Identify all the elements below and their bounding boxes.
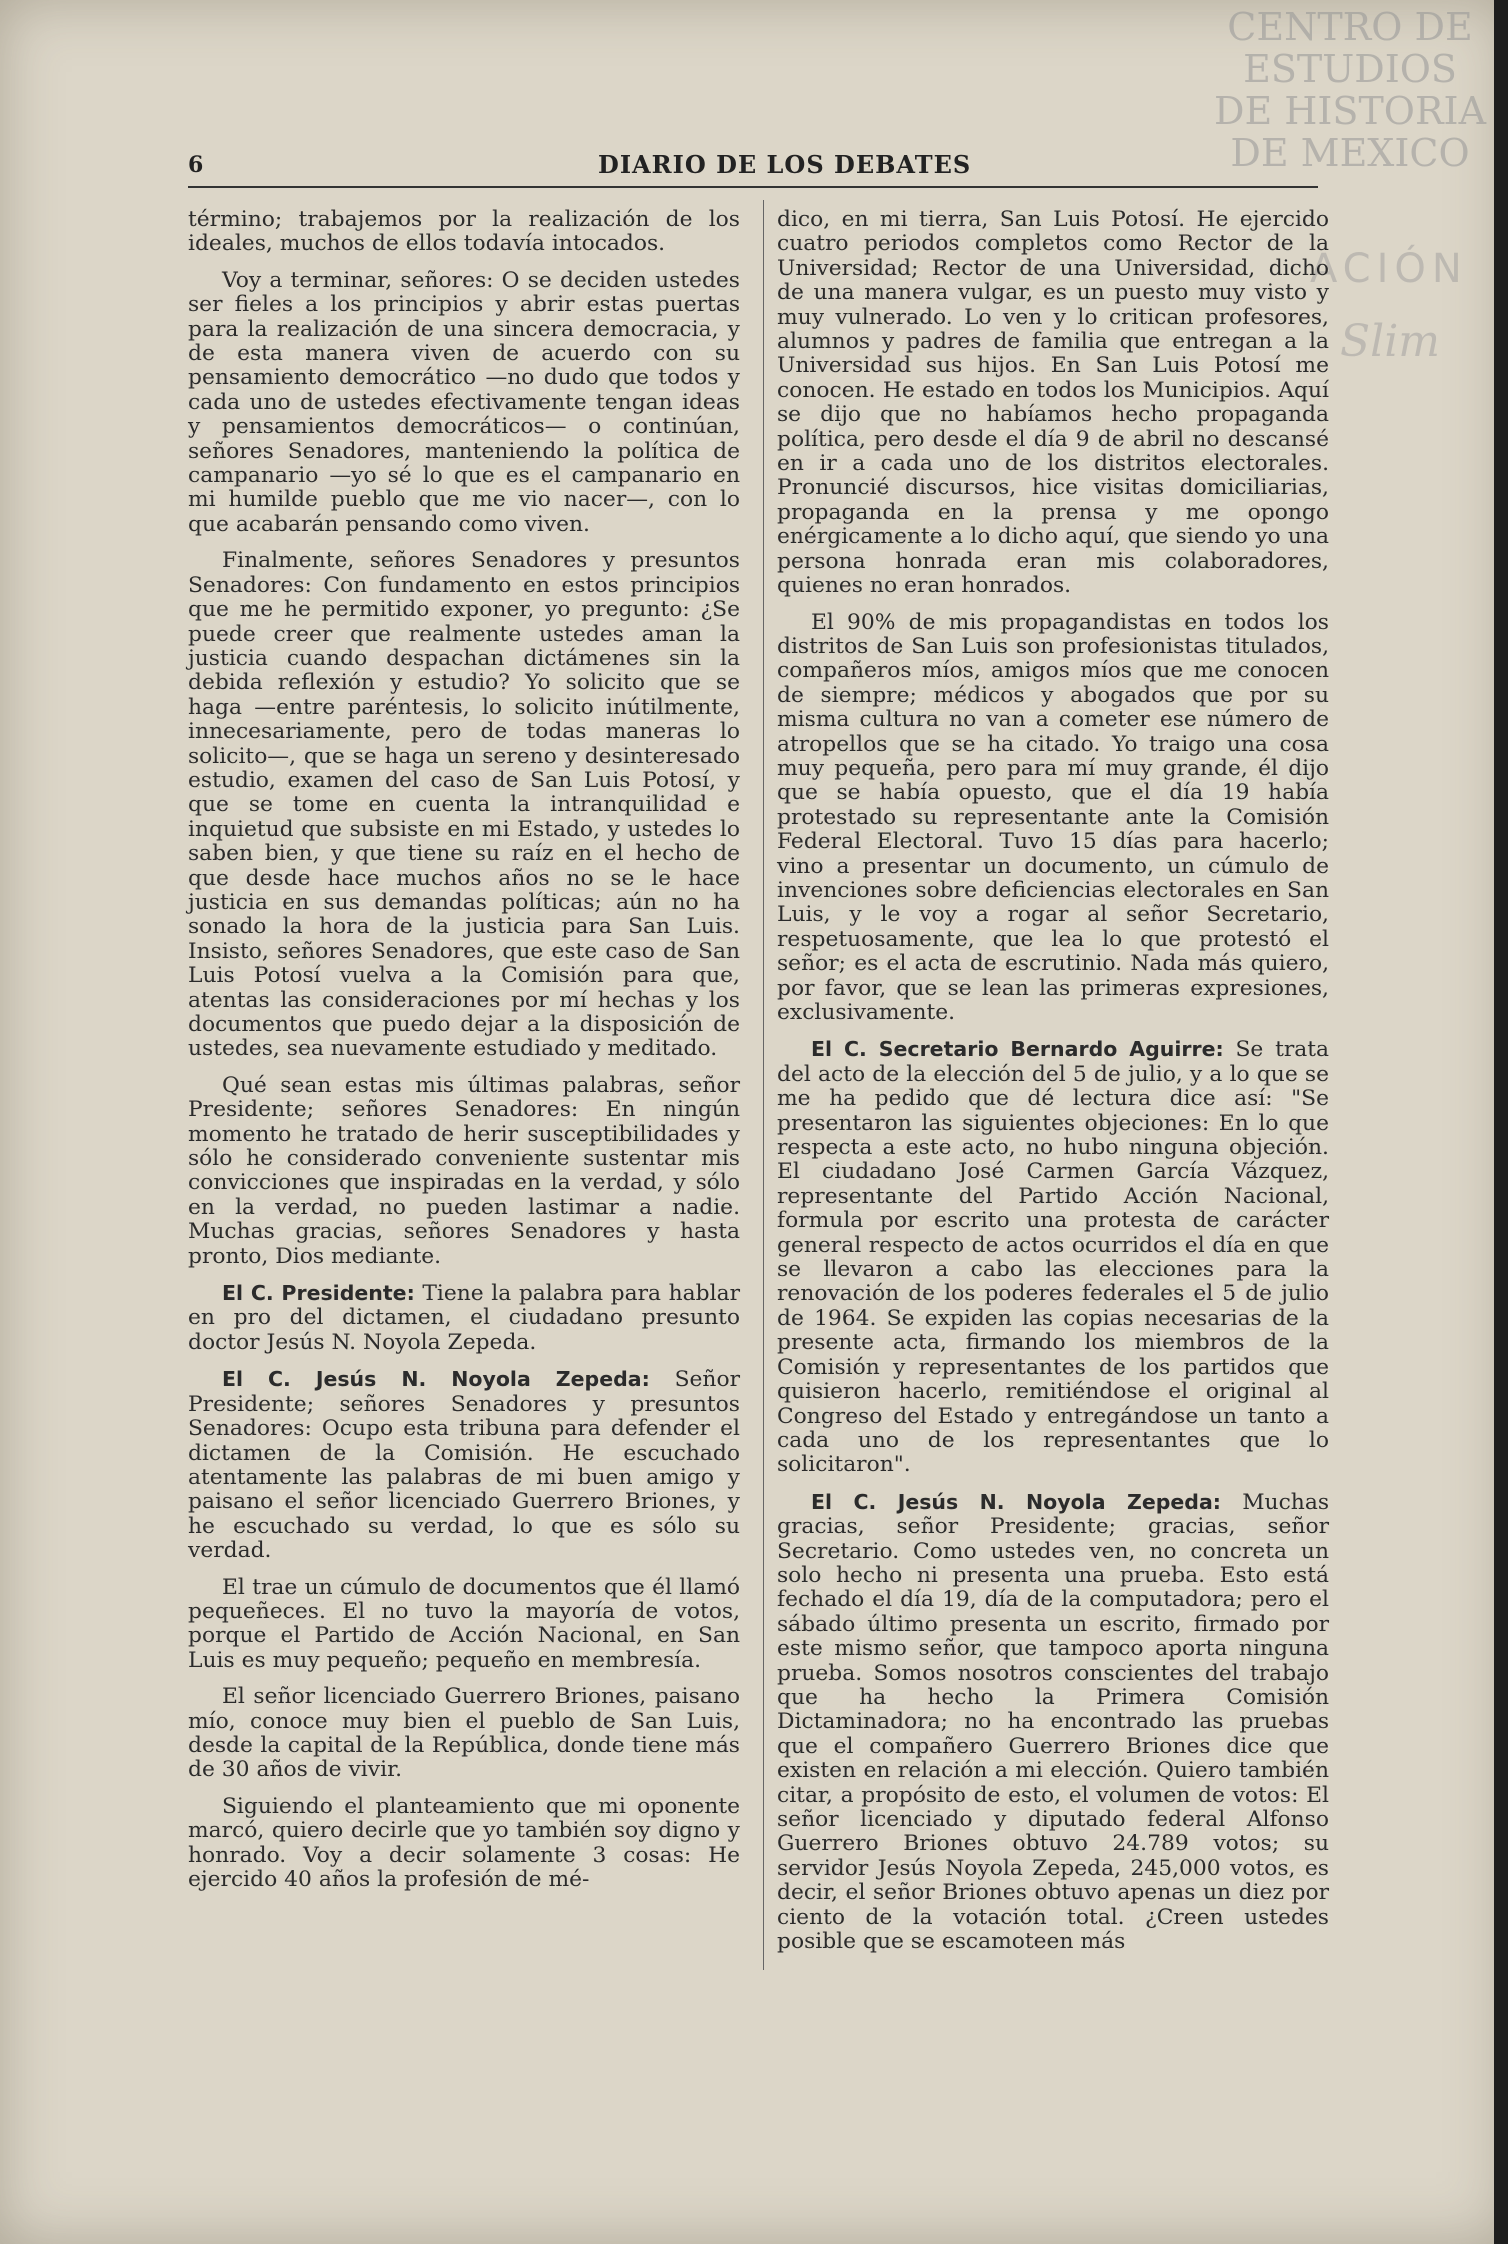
paragraph: dico, en mi tierra, San Luis Potosí. He ejercido cuatro periodos completos como Rector de la Universidad; Rector de una Universidad, dicho de una manera vulgar, es un puesto muy visto y muy vulnerado. Lo ven y lo critican profesores, alumnos y padres de familia que entregan a la Universidad sus hijos. En San Luis Potosí me conocen. He estado en todos los Municipios. Aquí se dijo que no habíamos hecho propaganda política, pero desde el día 9 de abril no descansé en ir a cada uno de los distritos electorales. Pronuncié discursos, hice visitas domiciliarias, propaganda en la prensa y me opongo enérgicamente a lo dicho aquí, que siendo yo una persona honrada eran mis colaboradores, quienes no eran honrados. [777,207,1329,599]
paragraph: Finalmente, señores Senadores y presuntos Senadores: Con fundamento en estos principios que me he permitido exponer, yo pregunto: ¿Se puede creer que realmente ustedes aman la justicia cuando despachan dictámenes sin la debida reflexión y estudio? Yo solicito que se haga —entre paréntesis, lo solicito inútilmente, innecesariamente, pero de todas maneras lo solicito—, que se haga un sereno y desinteresado estudio, examen del caso de San Luis Potosí, y que se tome en cuenta la intranquilidad e inquietud que subsiste en mi Estado, y ustedes lo saben bien, y que tiene su raíz en el hecho de que desde hace muchos años no se le hace justicia en sus demandas políticas; aún no ha sonado la hora de la justicia para San Luis. Insisto, señores Senadores, que este caso de San Luis Potosí vuelva a la Comisión para que, atentas las consideraciones por mí hechas y los documentos que puedo dejar a la disposición de ustedes, sea nuevamente estudiado y meditado. [188,548,740,1062]
right-column [777,208,1329,1966]
archive-watermark [1200,6,1500,174]
speaker-name: El C. Jesús N. Noyola Zepeda: [222,1367,650,1392]
paragraph [777,1490,1329,1955]
watermark-line: DE HISTORIA [1213,89,1487,133]
paragraph: Voy a terminar, señores: O se deciden ustedes ser fieles a los principios y abrir estas puertas para la realización de una sincera democracia, y de esta manera viven de acuerdo con su pensamiento democrático —no dudo que todos y cada uno de ustedes efectivamente tengan ideas y pensamientos democráticos— o continúan, señores Senadores, manteniendo la política de campanario —yo sé lo que es el campanario en mi humilde pueblo que me vio nacer—, con lo que acabarán pensando como viven. [188,267,740,537]
watermark-side-text: ACIÓN [1310,246,1468,292]
speech-text: Tiene la palabra para hablar en pro del dictamen, el ciudadano presunto doctor Jesús N. Noyola Zepeda. [188,1281,740,1355]
speech-text: Se trata del acto de la elección del 5 de julio, y a lo que se me ha pedido que dé lectura dice así: "Se presentaron las siguientes objeciones: En lo que respecta a este acto, no hubo ninguna objeción. El ciudadano José Carmen García Vázquez, representante del Partido Acción Nacional, formula por escrito una protesta de carácter general respecto de actos ocurridos el día en que se llevaron a cabo las elecciones para la renovación de los poderes federales el 5 de julio de 1964. Se expiden las copias necesarias de la presente acta, firmando los miembros de la Comisión y representantes de los partidos que quisieron hacerlo, remitiéndose el original al Congreso del Estado y entregándose un tanto a cada uno de los representantes que lo solicitaron". [777,1037,1330,1478]
left-column [188,208,740,1904]
paragraph [188,1281,740,1355]
speech-text: Señor Presidente; señores Senadores y presuntos Senadores: Ocupo esta tribuna para defender el dictamen de la Comisión. He escuchado atentamente las palabras de mi buen amigo y paisano el señor licenciado Guerrero Briones, y he escuchado su verdad, lo que es sólo su verdad. [188,1367,741,1564]
scan-edge [1494,0,1508,2244]
watermark-line: CENTRO DE [1227,5,1473,49]
column-divider [763,200,764,1970]
paragraph: término; trabajemos por la realización de los ideales, muchos de ellos todavía intocados. [188,207,740,257]
paragraph: El trae un cúmulo de documentos que él llamó pequeñeces. El no tuvo la mayoría de votos, porque el Partido de Acción Nacional, en San Luis es muy pequeño; pequeño en membresía. [188,1574,740,1673]
paragraph: Qué sean estas mis últimas palabras, señor Presidente; señores Senadores: En ningún momento he tratado de herir susceptibilidades y sólo he considerado conveniente sustentar mis convicciones que inspiradas en la verdad, y sólo en la verdad, no pueden lastimar a nadie. Muchas gracias, señores Senadores y hasta pronto, Dios mediante. [188,1072,740,1269]
paragraph: El señor licenciado Guerrero Briones, paisano mío, conoce muy bien el pueblo de San Luis, desde la capital de la República, donde tiene más de 30 años de vivir. [188,1684,740,1783]
page-number: 6 [188,152,204,178]
paragraph [188,1367,740,1563]
paragraph: Siguiendo el planteamiento que mi oponente marcó, quiero decirle que yo también soy digno y honrado. Voy a decir solamente 3 cosas: He ejercido 40 años la profesión de mé- [188,1793,740,1892]
speaker-name: El C. Secretario Bernardo Aguirre: [811,1037,1224,1062]
page-title: DIARIO DE LOS DEBATES [598,150,972,179]
paragraph: El 90% de mis propagandistas en todos los distritos de San Luis son profesionistas titulados, compañeros míos, amigos míos que me conocen de siempre; médicos y abogados que por su misma cultura no van a cometer ese número de atropellos que se ha citado. Yo traigo una cosa muy pequeña, pero para mí muy grande, él dijo que se había opuesto, que el día 19 había protestado su representante ante la Comisión Federal Electoral. Tuvo 15 días para hacerlo; vino a presentar un documento, un cúmulo de invenciones sobre deficiencias electorales en San Luis, y le voy a rogar al señor Secretario, respetuosamente, que lea lo que protestó el señor; es el acta de escrutinio. Nada más quiero, por favor, que se lean las primeras expresiones, exclusivamente. [777,609,1329,1025]
speaker-name: El C. Presidente: [222,1281,415,1306]
speaker-name: El C. Jesús N. Noyola Zepeda: [811,1489,1222,1514]
watermark-signature: Slim [1340,316,1441,367]
header-divider [188,186,1318,188]
watermark-line: ESTUDIOS [1243,47,1457,91]
speech-text: Muchas gracias, señor Presidente; gracias, señor Secretario. Como ustedes ven, no concreta un solo hecho ni presenta una prueba. Esto está fechado el día 19, día de la computadora; pero el sábado último presenta un escrito, firmado por este mismo señor, que tampoco aporta ninguna prueba. Somos nosotros conscientes del trabajo que ha hecho la Primera Comisión Dictaminadora; no ha encontrado las pruebas que el compañero Guerrero Briones dice que existen en relación a mi elección. Quiero también citar, a propósito de esto, el volumen de votos: El señor licenciado y diputado federal Alfonso Guerrero Briones obtuvo 24.789 votos; su servidor Jesús Noyola Zepeda, 245,000 votos, es decir, el señor Briones obtuvo apenas un diez por ciento de la votación total. ¿Creen ustedes posible que se escamoteen más [777,1489,1330,1955]
paragraph [777,1037,1329,1477]
watermark-line: DE MEXICO [1230,131,1470,175]
